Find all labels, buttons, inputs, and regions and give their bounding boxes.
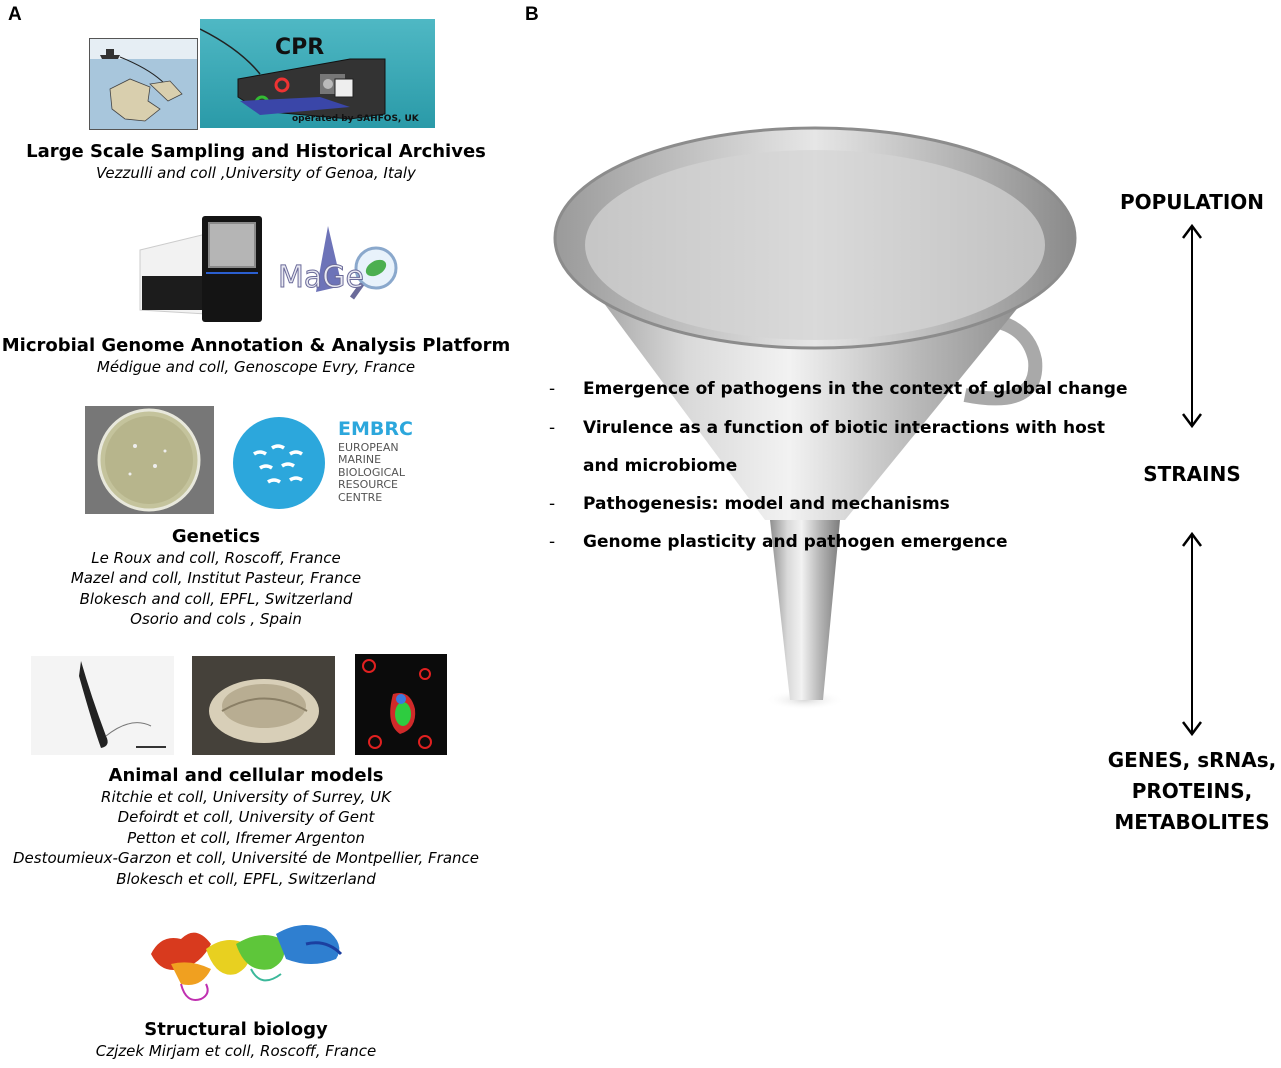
section-title: Structural biology <box>144 1019 328 1040</box>
bullet-text: Genome plasticity and pathogen emergence <box>583 532 1008 552</box>
scale-population: POPULATION <box>1119 190 1265 214</box>
bullet-dash: - <box>549 379 556 399</box>
sequencer-image <box>136 214 264 324</box>
section-credit: Blokesch and coll, EPFL, Switzerland <box>79 590 353 608</box>
section-title: Animal and cellular models <box>108 765 384 786</box>
mage-logo-text: MaGe <box>278 260 364 295</box>
bullet-text: Emergence of pathogens in the context of global change <box>583 379 1128 399</box>
embrc-name: EMBRC <box>338 418 413 440</box>
section-credit: Médigue and coll, Genoscope Evry, France <box>96 358 416 376</box>
larva-micrograph-image <box>31 656 174 755</box>
bullet-dash: - <box>549 494 556 514</box>
protein-structure-image <box>141 914 353 1011</box>
section-credit: Destoumieux-Garzon et coll, Université de Montpellier, France <box>12 849 480 867</box>
fluorescence-cell-image <box>355 654 447 755</box>
bullet-dash: - <box>549 532 556 552</box>
section-credit: Le Roux and coll, Roscoff, France <box>91 549 341 567</box>
panel-label-a: A <box>8 4 22 25</box>
embrc-line: CENTRE <box>338 490 383 504</box>
section-credit: Mazel and coll, Institut Pasteur, France <box>70 569 362 587</box>
section-credit: Ritchie et coll, University of Surrey, UK <box>101 788 391 806</box>
cpr-caption: operated by SAHFOS, UK <box>292 114 419 124</box>
petri-dish-image <box>85 406 214 514</box>
embrc-line: EUROPEAN <box>338 441 399 454</box>
section-credit: Blokesch et coll, EPFL, Switzerland <box>116 870 376 888</box>
section-title: Microbial Genome Annotation & Analysis Platform <box>1 335 511 356</box>
scale-molecular <box>1092 745 1281 838</box>
bullet-text: Virulence as a function of biotic interactions with host <box>583 418 1106 438</box>
section-credit: Czjzek Mirjam et coll, Roscoff, France <box>95 1042 377 1060</box>
double-arrow-upper <box>1180 222 1204 432</box>
embrc-line: RESOURCE <box>338 478 399 492</box>
scale-strains: STRAINS <box>1143 462 1241 486</box>
bullet-text: Pathogenesis: model and mechanisms <box>583 494 950 514</box>
cpr-title: CPR <box>275 35 325 60</box>
panel-label-b: B <box>525 4 539 25</box>
mage-logo <box>276 222 410 304</box>
scale-molecular-line: METABOLITES <box>1114 810 1270 834</box>
scale-molecular-line: GENES, sRNAs, <box>1107 748 1277 772</box>
oyster-image <box>192 656 335 755</box>
bullet-dash: - <box>549 418 556 438</box>
section-credit: Osorio and cols , Spain <box>130 610 302 628</box>
section-credit: Vezzulli and coll ,University of Genoa, Italy <box>96 164 416 182</box>
double-arrow-lower <box>1180 530 1204 740</box>
section-title: Large Scale Sampling and Historical Archives <box>26 141 486 162</box>
embrc-line: MARINE <box>338 453 382 467</box>
section-credit: Petton et coll, Ifremer Argenton <box>127 829 365 847</box>
scale-molecular-line: PROTEINS, <box>1131 779 1253 803</box>
section-credit: Defoirdt et coll, University of Gent <box>117 808 375 826</box>
embrc-logo-mark <box>232 416 327 511</box>
sampling-map-image <box>89 38 198 130</box>
embrc-line: BIOLOGICAL <box>338 465 405 479</box>
bullet-text: and microbiome <box>583 456 738 476</box>
cpr-recorder-image <box>200 19 435 128</box>
section-title: Genetics <box>171 526 261 547</box>
